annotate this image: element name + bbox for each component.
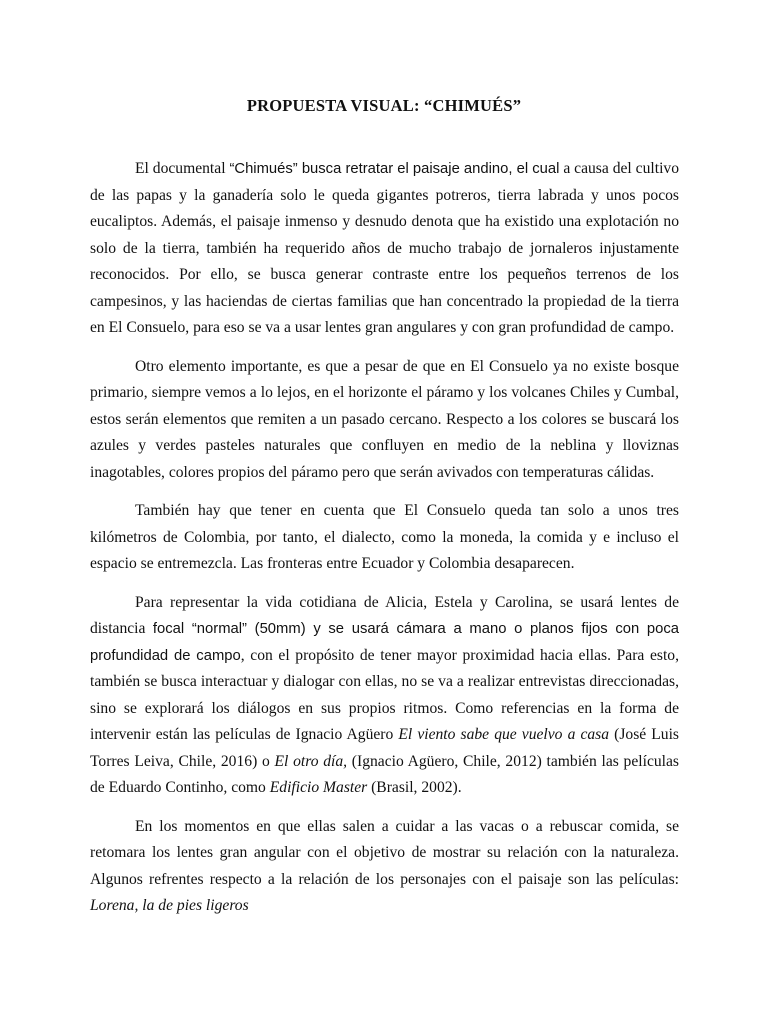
paragraph-3: También hay que tener en cuenta que El Consuelo queda tan solo a unos tres kilómetros de Colombia, por tanto, el dialecto, como la moneda, la comida y e incluso el espacio se entremezcla. Las fronteras entre Ecuador y Colombia desaparecen. <box>90 502 679 572</box>
paragraph-4-text-c: , con el propósito de tener mayor proximidad hacia ellas. Para esto, también se busca interactuar y dialogar con ellas, no se va a realizar entrevistas direccionadas, sino se explorará los diálogos en sus propios ritmos. Como referencias en la forma de intervenir están las películas de Ignacio Agüero <box>90 646 679 743</box>
paragraph-4-text-e: (Ignacio Agüero, Chile, 2012) también las películas de Eduardo Continho <box>90 752 679 796</box>
paragraph-4-text-g: (Brasil, 2002). <box>367 779 462 796</box>
paragraph-4-comma: , <box>223 779 228 796</box>
paragraph-1-text-b: “Chimués” busca retratar el paisaje andino, el cual <box>229 161 560 177</box>
paragraph-1 <box>90 156 679 342</box>
paragraph-4-text-f: como <box>227 779 270 796</box>
film-title-el-otro-dia: El otro día, <box>274 752 348 770</box>
document-body <box>90 156 679 920</box>
paragraph-4-text-d: (José Luis Torres Leiva, Chile, 2016) o <box>90 726 679 770</box>
document-title: PROPUESTA VISUAL: “CHIMUÉS” <box>246 96 522 115</box>
paragraph-4 <box>90 590 679 802</box>
paragraph-1-text-a: El documental <box>135 160 230 177</box>
film-title-lorena: Lorena, la de pies ligeros <box>90 897 249 914</box>
paragraph-4-text-a: Para representar la vida cotidiana de Alicia, Estela y Carolina, se usará lentes de distancia <box>90 593 679 637</box>
paragraph-5 <box>90 814 679 920</box>
film-title-edificio-master: Edificio Master <box>269 779 368 796</box>
paragraph-1-text-c: a causa del cultivo de las papas y la ganadería solo le queda gigantes potreros, tierra labrada y unos pocos eucaliptos. Además, el paisaje inmenso y desnudo denota que ha existido una explotación no solo de la tierra, también ha requerido años de mucho trabajo de jornaleros injustamente reconocidos. Por ello, se busca generar contraste entre los pequeños terrenos de los campesinos, y las haciendas de ciertas familias que han concentrado la propiedad de la tierra en El Consuelo, para eso se va a usar lentes gran angulares y con gran profundidad de campo. <box>90 160 679 336</box>
paragraph-2: Otro elemento importante, es que a pesar de que en El Consuelo ya no existe bosque primario, siempre vemos a lo lejos, en el horizonte el páramo y los volcanes Chiles y Cumbal, estos serán elementos que remiten a un pasado cercano. Respecto a los colores se buscará los azules y verdes pasteles naturales que confluyen en medio de la neblina y lloviznas inagotables, colores propios del páramo pero que serán avivados con temperaturas cálidas. <box>90 357 679 481</box>
film-title-el-viento: El viento sabe que vuelvo a casa <box>398 726 610 743</box>
paragraph-4-text-b: focal “normal” (50mm) y se usará cámara a mano o planos fijos con poca profundidad de campo <box>90 621 680 664</box>
paragraph-5-text-a: En los momentos en que ellas salen a cuidar a las vacas o a rebuscar comida, se retomara los lentes gran angular con el objetivo de mostrar su relación con la naturaleza. Algunos refrentes respecto a la relación de los personajes con el paisaje son las películas: <box>90 817 679 888</box>
